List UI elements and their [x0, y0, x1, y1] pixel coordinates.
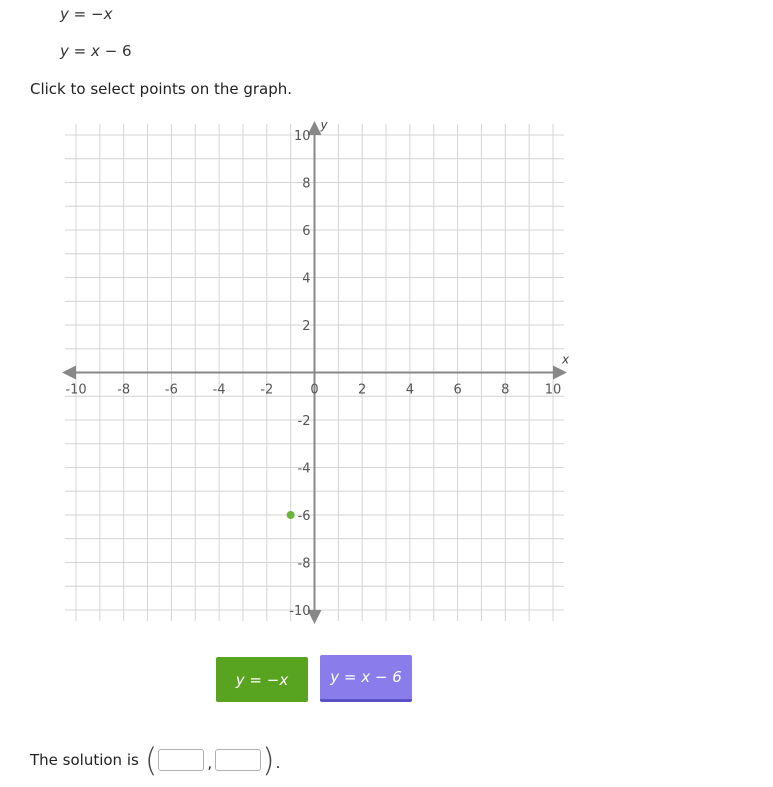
graph-tick-labels	[65, 129, 561, 619]
solution-x-input[interactable]	[158, 749, 204, 771]
solution-suffix: .	[275, 754, 281, 772]
x-tick-label: 0	[310, 382, 319, 398]
equation-2-rhs-constant: − 6	[104, 42, 132, 60]
y-tick-label: -8	[297, 556, 311, 572]
x-tick-label: -4	[212, 382, 226, 398]
graph-axes	[62, 121, 567, 624]
x-tick-label: 6	[453, 382, 462, 398]
x-tick-label: 8	[501, 382, 510, 398]
y-tick-label: -10	[289, 604, 311, 619]
y-tick-label: -6	[297, 509, 311, 524]
y-tick-label: -4	[297, 461, 311, 477]
y-tick-label: 6	[302, 224, 311, 239]
x-axis-left-arrow-icon	[62, 366, 76, 380]
instruction-text: Click to select points on the graph.	[30, 80, 293, 98]
equation-1-select-button[interactable]: y = −x	[216, 657, 308, 702]
y-tick-label: 4	[302, 271, 311, 287]
open-paren-symbol: (	[144, 741, 158, 779]
x-tick-label: 4	[405, 382, 415, 398]
y-axis-label: y	[320, 118, 328, 132]
selected-point[interactable]	[287, 511, 295, 519]
y-tick-label: -2	[297, 414, 311, 429]
graph-points[interactable]	[287, 511, 295, 519]
equation-2-select-button[interactable]: y = x − 6	[320, 655, 412, 702]
equation-2-equals: =	[73, 42, 87, 60]
x-tick-label: -8	[117, 382, 131, 398]
y-tick-label: 2	[302, 319, 311, 334]
equation-2-rhs-variable: x	[91, 42, 100, 60]
x-tick-label: -6	[164, 382, 178, 398]
x-tick-label: -2	[260, 382, 274, 398]
solution-prefix: The solution is	[30, 751, 139, 769]
y-tick-label: 8	[302, 176, 311, 192]
equation-1-rhs: −x	[91, 5, 113, 23]
comma-separator: ,	[207, 754, 213, 772]
x-tick-label: 2	[358, 382, 367, 398]
close-paren-symbol: )	[262, 741, 275, 779]
x-tick-label: -10	[65, 382, 87, 398]
x-axis-right-arrow-icon	[553, 366, 567, 380]
solution-y-input[interactable]	[215, 749, 261, 771]
equation-2-lhs: y	[60, 42, 69, 60]
y-tick-label: 10	[293, 129, 311, 144]
equation-1-equals: =	[73, 5, 87, 23]
x-axis-label: x	[562, 352, 570, 367]
solution-row	[30, 742, 280, 778]
x-tick-label: 10	[544, 382, 562, 398]
equation-1-lhs: y	[60, 5, 69, 23]
